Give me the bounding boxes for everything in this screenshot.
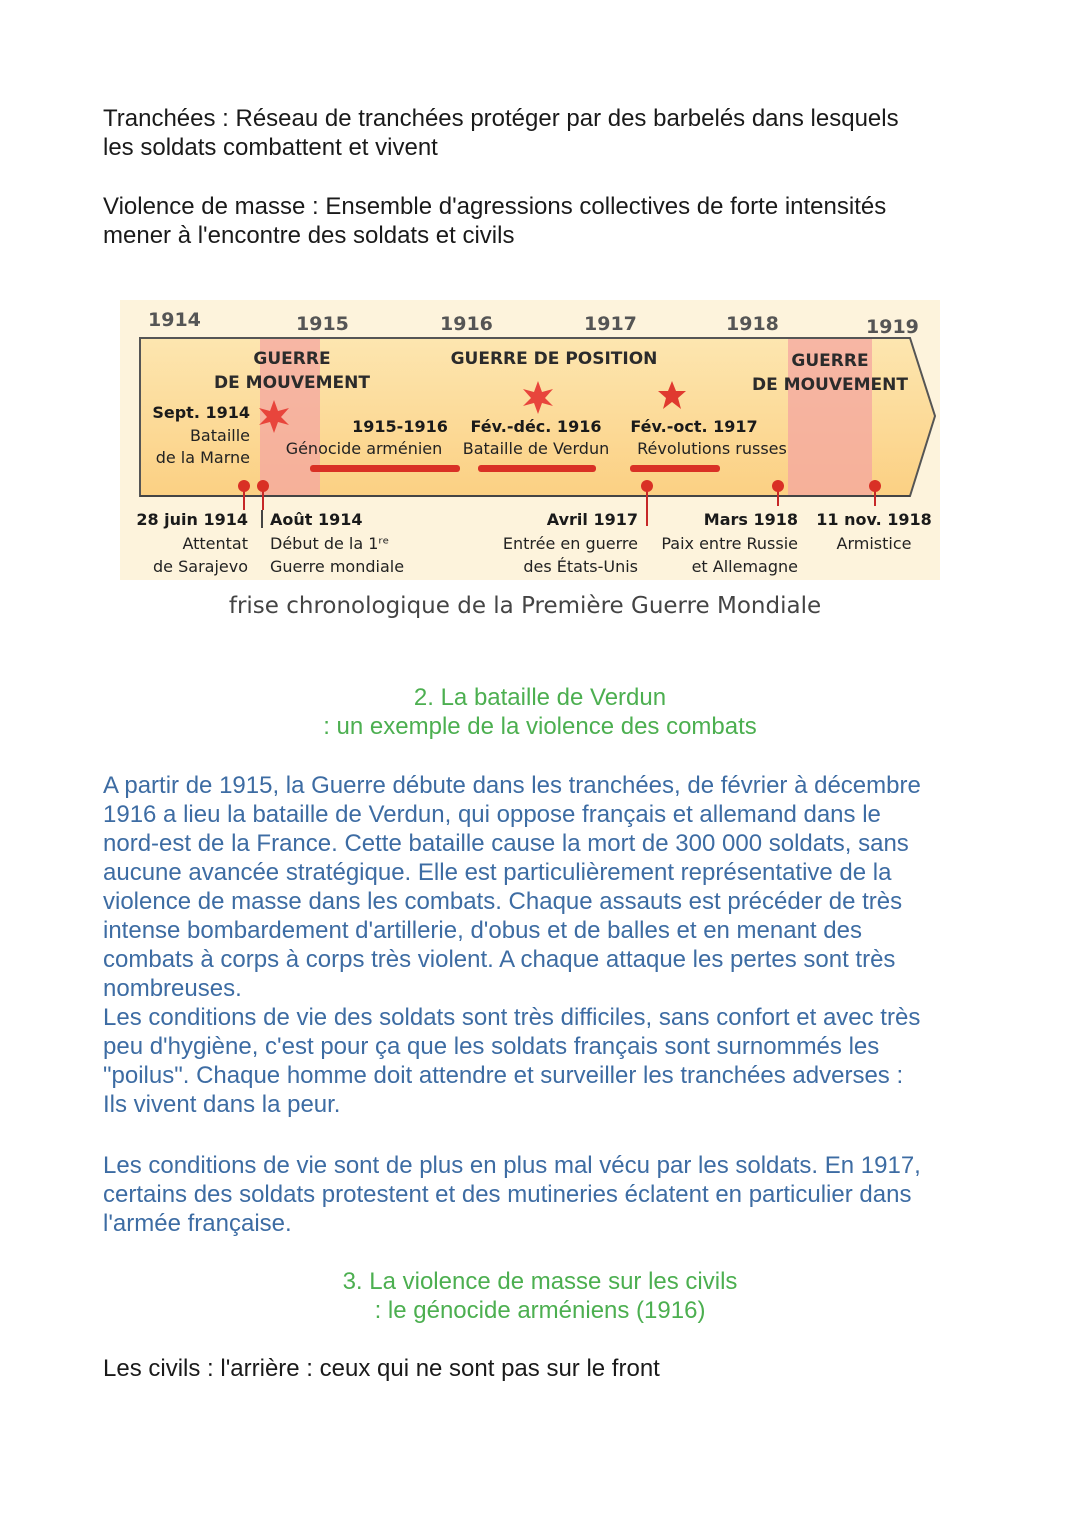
text-line: intense bombardement d'artillerie, d'obus et de balles et en menant des bbox=[103, 917, 862, 944]
event-date: 28 juin 1914 bbox=[136, 510, 248, 529]
text-line: aucune avancée stratégique. Elle est particulièrement représentative de la bbox=[103, 859, 892, 886]
event-description: Attentat bbox=[182, 534, 248, 553]
event-description: de Sarajevo bbox=[153, 557, 248, 576]
text-line: A partir de 1915, la Guerre débute dans les tranchées, de février à décembre bbox=[103, 772, 921, 799]
section-2-title bbox=[0, 683, 1080, 741]
section-3-paragraph bbox=[103, 1354, 983, 1383]
event-description: Révolutions russes bbox=[637, 439, 787, 458]
definition-violence-de-masse bbox=[103, 192, 983, 250]
section-2-paragraph-2 bbox=[103, 1151, 1003, 1238]
event-description: Début de la 1ʳᵉ bbox=[270, 534, 390, 553]
text-line: certains des soldats protestent et des mutineries éclatent en particulier dans bbox=[103, 1181, 912, 1208]
event-description: de la Marne bbox=[155, 448, 250, 467]
event-description: Génocide arménien bbox=[285, 439, 443, 458]
title-line: : un exemple de la violence des combats bbox=[323, 713, 757, 740]
year-label: 1917 bbox=[584, 313, 637, 335]
event-date: 1915-1916 bbox=[352, 417, 448, 436]
phase-label: GUERRE DE POSITION bbox=[450, 349, 658, 369]
text-line: "poilus". Chaque homme doit attendre et surveiller les tranchées adverses : bbox=[103, 1062, 904, 1089]
text-line: Ils vivent dans la peur. bbox=[103, 1091, 341, 1118]
text-line: Les conditions de vie sont de plus en plus mal vécu par les soldats. En 1917, bbox=[103, 1152, 921, 1179]
text-line: Violence de masse : Ensemble d'agressions collectives de forte intensités bbox=[103, 193, 887, 220]
duration-bar bbox=[478, 465, 596, 472]
event-description: Bataille de Verdun bbox=[462, 439, 610, 458]
text-line: Les conditions de vie des soldats sont très difficiles, sans confort et avec très bbox=[103, 1004, 921, 1031]
section-2-paragraph-1 bbox=[103, 771, 1003, 1119]
definition-tranchees bbox=[103, 104, 983, 162]
event-date: 11 nov. 1918 bbox=[816, 510, 932, 529]
year-label: 1916 bbox=[440, 313, 493, 335]
text-line: les soldats combattent et vivent bbox=[103, 134, 438, 161]
timeline-svg bbox=[120, 300, 940, 630]
event-date: Août 1914 bbox=[270, 510, 363, 529]
phase-label: GUERRE bbox=[253, 349, 331, 369]
text-line: violence de masse dans les combats. Chaque assauts est précéder de très bbox=[103, 888, 903, 915]
event-date: Sept. 1914 bbox=[152, 403, 250, 422]
text-line: peu d'hygiène, c'est pour ça que les soldats français sont surnommés les bbox=[103, 1033, 880, 1060]
event-date: Fév.-déc. 1916 bbox=[470, 417, 602, 436]
year-label: 1918 bbox=[726, 313, 779, 335]
duration-bar bbox=[630, 465, 720, 472]
timeline-figure bbox=[120, 300, 940, 630]
event-description: Paix entre Russie bbox=[661, 534, 798, 553]
event-description: Guerre mondiale bbox=[270, 557, 405, 576]
event-description: et Allemagne bbox=[691, 557, 798, 576]
event-description: Entrée en guerre bbox=[502, 534, 638, 553]
event-date: Avril 1917 bbox=[546, 510, 638, 529]
title-line: 2. La bataille de Verdun bbox=[413, 684, 667, 711]
text-line: combats à corps à corps très violent. A chaque attaque les pertes sont très bbox=[103, 946, 896, 973]
text-line: nord-est de la France. Cette bataille cause la mort de 300 000 soldats, sans bbox=[103, 830, 909, 857]
figure-caption: frise chronologique de la Première Guerre Mondiale bbox=[228, 593, 822, 619]
event-date: Fév.-oct. 1917 bbox=[630, 417, 758, 436]
text-line: 1916 a lieu la bataille de Verdun, qui oppose français et allemand dans le bbox=[103, 801, 881, 828]
event-description: Bataille bbox=[189, 426, 250, 445]
text-line: mener à l'encontre des soldats et civils bbox=[103, 222, 515, 249]
text-line: Tranchées : Réseau de tranchées protéger par des barbelés dans lesquels bbox=[103, 105, 899, 132]
phase-label: DE MOUVEMENT bbox=[752, 375, 908, 395]
text-line: l'armée française. bbox=[103, 1210, 292, 1237]
year-label: 1914 bbox=[148, 309, 201, 331]
year-label: 1919 bbox=[866, 316, 919, 338]
phase-label: DE MOUVEMENT bbox=[214, 373, 370, 393]
event-description: Armistice bbox=[836, 534, 912, 553]
title-line: : le génocide arméniens (1916) bbox=[374, 1297, 706, 1324]
section-3-title bbox=[0, 1267, 1080, 1325]
event-description: des États-Unis bbox=[523, 557, 638, 576]
phase-label: GUERRE bbox=[791, 351, 869, 371]
title-line: 3. La violence de masse sur les civils bbox=[342, 1268, 738, 1295]
year-label: 1915 bbox=[296, 313, 349, 335]
event-date: Mars 1918 bbox=[703, 510, 798, 529]
duration-bar bbox=[310, 465, 460, 472]
text-line: Les civils : l'arrière : ceux qui ne sont pas sur le front bbox=[103, 1355, 660, 1382]
text-line: nombreuses. bbox=[103, 975, 242, 1002]
